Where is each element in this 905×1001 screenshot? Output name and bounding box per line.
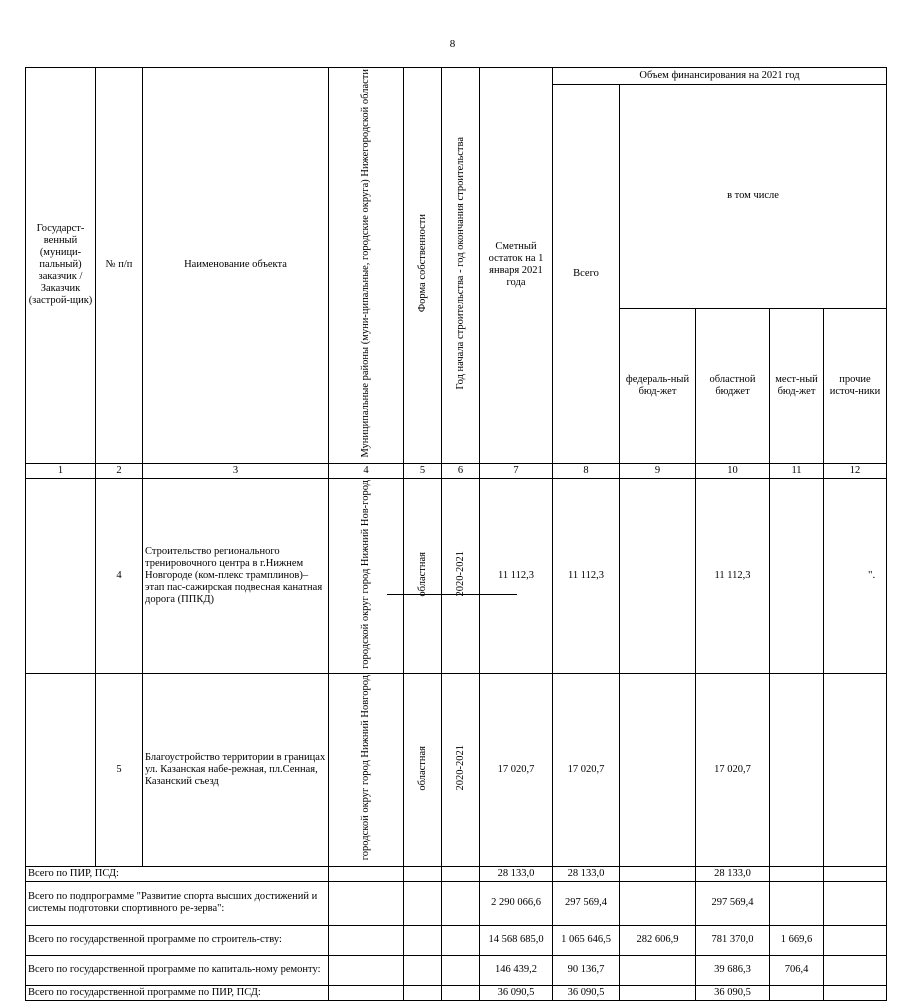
- row-years-cell: [442, 674, 480, 866]
- summary-remaining: 146 439,2: [480, 955, 553, 985]
- summary-regional: 297 569,4: [696, 881, 770, 925]
- summary-label: Всего по государственной программе по капиталь-ному ремонту:: [26, 955, 329, 985]
- summary-local: [770, 881, 824, 925]
- summary-row: [26, 955, 887, 985]
- row-federal: [620, 674, 696, 866]
- summary-label: Всего по ПИР, ПСД:: [26, 866, 329, 881]
- row-ownership-cell: [404, 674, 442, 866]
- summary-other: [824, 881, 887, 925]
- col-number: 11: [770, 463, 824, 478]
- header-municipal-cell: [329, 68, 404, 464]
- header-remaining: Сметный остаток на 1 января 2021 года: [480, 68, 553, 464]
- row-other: [824, 674, 887, 866]
- col-number: 8: [553, 463, 620, 478]
- row-municipal-cell: [329, 674, 404, 866]
- col-number: 2: [96, 463, 143, 478]
- row-municipal: городской округ город Нижний Новгород: [360, 675, 372, 861]
- summary-regional: 28 133,0: [696, 866, 770, 881]
- row-years: 2020-2021: [454, 745, 466, 791]
- row-object-name: Благоустройство территории в границах ул. Казанская набе-режная, пл.Сенная, Казанский съезд: [143, 674, 329, 866]
- col-number: 12: [824, 463, 887, 478]
- summary-other: [824, 866, 887, 881]
- col-number: 4: [329, 463, 404, 478]
- col-number: 9: [620, 463, 696, 478]
- row-total: 11 112,3: [553, 478, 620, 674]
- col-number: 10: [696, 463, 770, 478]
- row-ownership: областная: [416, 745, 428, 791]
- row-local: [770, 478, 824, 674]
- summary-label: Всего по подпрограмме "Развитие спорта высших достижений и системы подготовки спортивного ре-зерва":: [26, 881, 329, 925]
- summary-regional: 36 090,5: [696, 985, 770, 1000]
- summary-label: Всего по государственной программе по строитель-ству:: [26, 925, 329, 955]
- summary-remaining: 36 090,5: [480, 985, 553, 1000]
- summary-label: Всего по государственной программе по ПИР, ПСД:: [26, 985, 329, 1000]
- header-object-name: Наименование объекта: [143, 68, 329, 464]
- row-regional: 11 112,3: [696, 478, 770, 674]
- row-object-name: Строительство регионального тренировочного центра в г.Нижнем Новгороде (ком-плекс трамплинов)–этап пас-сажирская подвесная канатная дорога (ППКД): [143, 478, 329, 674]
- summary-other: [824, 955, 887, 985]
- summary-local: [770, 985, 824, 1000]
- header-ownership: Форма собственности: [416, 214, 428, 313]
- col-number: 3: [143, 463, 329, 478]
- header-regional: областной бюджет: [696, 308, 770, 463]
- summary-total: 1 065 646,5: [553, 925, 620, 955]
- summary-other: [824, 925, 887, 955]
- row-remaining: 17 020,7: [480, 674, 553, 866]
- summary-regional: 781 370,0: [696, 925, 770, 955]
- summary-remaining: 14 568 685,0: [480, 925, 553, 955]
- funding-table: [25, 67, 887, 1001]
- summary-row: [26, 985, 887, 1000]
- page-number: 8: [449, 38, 456, 50]
- row-ownership: областная: [416, 551, 428, 597]
- row-local: [770, 674, 824, 866]
- header-funding-volume: Объем финансирования на 2021 год: [553, 68, 887, 85]
- summary-row: [26, 866, 887, 881]
- header-ownership-cell: [404, 68, 442, 464]
- summary-federal: [620, 866, 696, 881]
- header-years: Год начала строительства - год окончания строительства: [454, 137, 466, 390]
- summary-total: 28 133,0: [553, 866, 620, 881]
- closing-quote: ".: [868, 569, 876, 581]
- summary-federal: 282 606,9: [620, 925, 696, 955]
- row-municipal-cell: [329, 478, 404, 674]
- row-municipal: городской округ город Нижний Нов-город: [360, 479, 372, 669]
- row-num: 4: [96, 478, 143, 674]
- row-total: 17 020,7: [553, 674, 620, 866]
- row-remaining: 11 112,3: [480, 478, 553, 674]
- header-years-cell: [442, 68, 480, 464]
- row-years: 2020-2021: [454, 551, 466, 597]
- col-number: 5: [404, 463, 442, 478]
- summary-total: 36 090,5: [553, 985, 620, 1000]
- summary-row: [26, 925, 887, 955]
- summary-local: 1 669,6: [770, 925, 824, 955]
- column-number-row: [26, 463, 887, 478]
- header-other: прочие источ-ники: [824, 308, 887, 463]
- footer-rule: [387, 594, 517, 595]
- summary-local: 706,4: [770, 955, 824, 985]
- summary-total: 297 569,4: [553, 881, 620, 925]
- table-row: [26, 674, 887, 866]
- row-num: 5: [96, 674, 143, 866]
- header-num: № п/п: [96, 68, 143, 464]
- row-ownership-cell: [404, 478, 442, 674]
- row-years-cell: [442, 478, 480, 674]
- summary-row: [26, 881, 887, 925]
- header-including: в том числе: [620, 85, 887, 309]
- row-regional: 17 020,7: [696, 674, 770, 866]
- summary-local: [770, 866, 824, 881]
- table-row: [26, 478, 887, 674]
- col-number: 7: [480, 463, 553, 478]
- header-local: мест-ный бюд-жет: [770, 308, 824, 463]
- row-federal: [620, 478, 696, 674]
- summary-total: 90 136,7: [553, 955, 620, 985]
- summary-federal: [620, 955, 696, 985]
- header-customer: Государст-венный (муници-пальный) заказчик / Заказчик (застрой-щик): [26, 68, 96, 464]
- col-number: 1: [26, 463, 96, 478]
- row-other: [824, 478, 887, 674]
- summary-federal: [620, 881, 696, 925]
- summary-other: [824, 985, 887, 1000]
- header-federal: федераль-ный бюд-жет: [620, 308, 696, 463]
- col-number: 6: [442, 463, 480, 478]
- summary-regional: 39 686,3: [696, 955, 770, 985]
- header-municipal: Муниципальные районы (муни-ципальные, городские округа) Нижегородской области: [360, 69, 372, 458]
- summary-federal: [620, 985, 696, 1000]
- header-total: Всего: [553, 85, 620, 464]
- summary-remaining: 2 290 066,6: [480, 881, 553, 925]
- summary-remaining: 28 133,0: [480, 866, 553, 881]
